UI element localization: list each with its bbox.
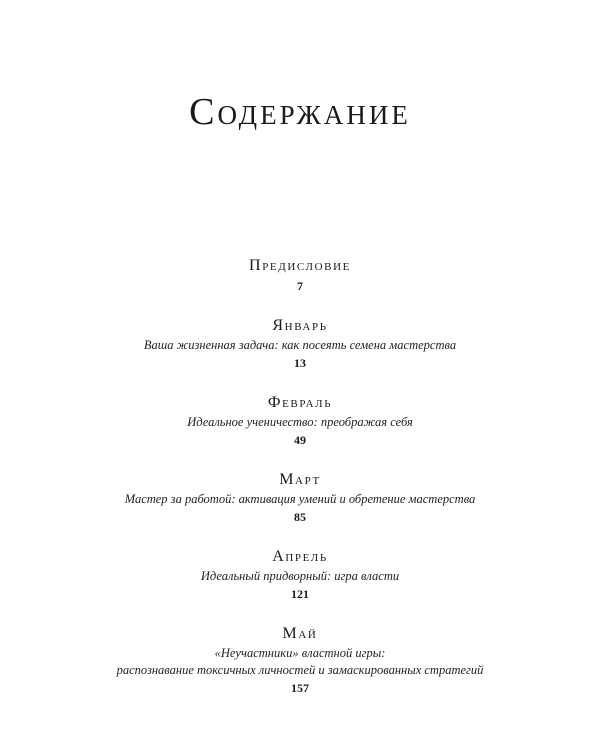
toc-entry-page-number: 157 [291,681,309,695]
toc-entry-heading: Март [279,471,321,488]
table-of-contents [0,255,600,717]
toc-entry-subtitle: Мастер за работой: активация умений и обретение мастерства [124,492,476,506]
toc-entry-page-number: 121 [291,587,309,601]
toc-entry-february[interactable] [0,392,600,449]
toc-entry-subtitle: распознавание токсичных личностей и замаскированных стратегий [116,663,484,677]
toc-entry-page-number: 85 [294,510,306,524]
toc-entry-heading: Предисловие [249,257,351,274]
toc-entry-subtitle: Идеальный придворный: игра власти [200,569,400,583]
toc-entry-heading: Апрель [272,548,328,565]
toc-entry-page-number: 49 [294,433,306,447]
toc-entry-heading: Май [282,625,318,642]
toc-entry-heading: Январь [272,317,328,334]
toc-entry-may[interactable] [0,623,600,697]
toc-entry-page-number: 7 [297,279,303,293]
toc-entry-march[interactable] [0,469,600,526]
toc-entry-page-number: 13 [294,356,306,370]
toc-entry-january[interactable] [0,315,600,372]
toc-entry-heading: Февраль [267,394,333,411]
toc-entry-subtitle: «Неучастники» властной игры: [214,646,386,660]
toc-entry-preface[interactable] [0,255,600,295]
toc-entry-subtitle: Ваша жизненная задача: как посеять семена мастерства [143,338,457,352]
page-title: Содержание [189,91,411,133]
toc-entry-subtitle: Идеальное ученичество: преображая себя [187,415,413,429]
toc-entry-april[interactable] [0,546,600,603]
